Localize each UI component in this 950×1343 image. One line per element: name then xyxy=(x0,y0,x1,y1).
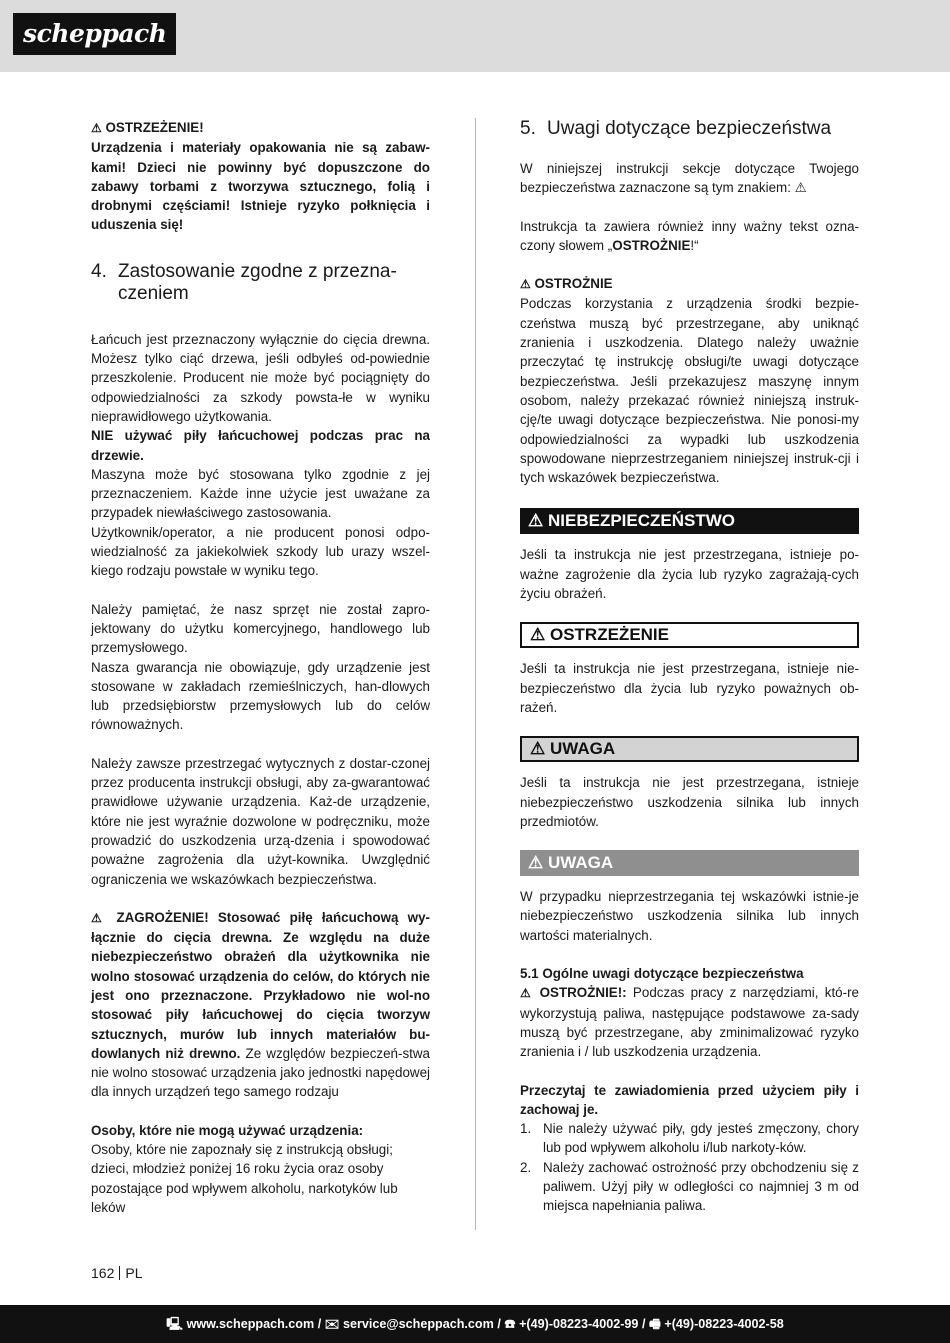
phone-number: +(49)-08223-4002-99 xyxy=(519,1317,639,1331)
page-footer: 🖳 www.scheppach.com / ✉ service@scheppach.com / ☎ +(49)-08223-4002-99 / 🖷 +(49)-08223-4002-58 xyxy=(0,1305,950,1343)
persons-text: Osoby, które nie zapoznały się z instrukcją obsługi; dzieci, młodzież poniżej 16 roku życia oraz osoby pozostające pod wpływem alkoholu, narkotyków lub leków xyxy=(91,1142,398,1215)
intended-use-paragraph-4: Należy pamiętać, że nasz sprzęt nie został zapro-jektowany do użytku komercyjnego, handlowego lub przemysłowego. xyxy=(91,601,430,656)
warning-text: Urządzenia i materiały opakowania nie są zabaw-kami! Dzieci nie powinny być dopuszczone do zabawy torbami z tworzywa sztucznego, folią i drobnymi częściami! Istnieje ryzyko połknięcia i uduszenia się! xyxy=(91,140,430,233)
danger-text: Jeśli ta instrukcja nie jest przestrzegana, istnieje po-ważne zagrożenie dla życia lub ryzyko zagrażają-cych życiu obrażeń. xyxy=(520,547,859,602)
caution-heading: ⚠ OSTROŻNIE xyxy=(520,276,613,292)
danger-label-box: ⚠ NIEBEZPIECZEŃSTWO xyxy=(520,508,859,534)
safety-list xyxy=(520,1119,859,1215)
notice-text: Jeśli ta instrukcja nie jest przestrzegana, istnieje niebezpieczeństwo uszkodzenia silnika lub innych przedmiotów. xyxy=(520,775,859,829)
warning-triangle-icon: ⚠ xyxy=(528,853,544,873)
caution-text: Podczas korzystania z urządzenia środki bezpie-czeństwa muszą być przestrzegane, aby uniknąć zranienia i uszkodzenia. Dlatego należy uważnie przeczytać tę instrukcję obsługi/te uwagi dotyczące bezpieczeństwa. Jeśli przekazujesz maszynę innym osobom, należy przekazać również niniejszą instruk-cję/te uwagi dotyczące bezpieczeństwa. Nie ponosi-my odpowiedzialności za wypadki lub uszkodzenia spowodowane nieprzestrzeganiem niniejszej instruk-cji i tych wskazówek bezpieczeństwa. xyxy=(520,296,859,486)
persons-heading: Osoby, które nie mogą używać urządzenia: xyxy=(91,1122,364,1138)
section-5-heading: 5. Uwagi dotyczące bezpieczeństwa xyxy=(520,118,832,139)
intro-paragraph-1: W niniejszej instrukcji sekcje dotyczące Twojego bezpieczeństwa zaznaczone są tym znakiem: ⚠ xyxy=(520,161,859,196)
intended-use-paragraph-1: Łańcuch jest przeznaczony wyłącznie do cięcia drewna. Możesz tylko ciąć drzewa, jeśli odbyłeś od-powiednie przeszkolenie. Producent nie może być pociągnięty do odpowiedzialności za szkody powsta-łe w wyniku nieprawidłowego użytkowania. xyxy=(91,331,430,424)
page-number: 162 PL xyxy=(91,1265,143,1281)
warning-triangle-icon: ⚠ xyxy=(528,511,544,531)
computer-icon: 🖳 xyxy=(166,1317,184,1331)
section-4-heading: 4. Zastosowanie zgodne z przezna-czeniem xyxy=(91,260,397,304)
notice-grey-label-box: ⚠ UWAGA xyxy=(520,850,859,876)
website-link[interactable]: www.scheppach.com xyxy=(186,1317,315,1331)
email-icon: ✉ xyxy=(324,1317,340,1331)
notice-grey-text: W przypadku nieprzestrzegania tej wskazówki istnie-je niebezpieczeństwo uszkodzenia silnika lub innych wartości materialnych. xyxy=(520,889,859,943)
warning-triangle-icon: ⚠ xyxy=(530,739,546,759)
email-link[interactable]: service@scheppach.com xyxy=(342,1317,494,1331)
warning-triangle-icon: ⚠ xyxy=(530,625,546,645)
warning-triangle-icon: ⚠ xyxy=(91,121,102,135)
intended-use-bold: NIE używać piły łańcuchowej podczas prac na drzewie. xyxy=(91,428,430,463)
section-5-1-text: ⚠ OSTROŻNIE!: Podczas pracy z narzędziami, któ-re wykorzystują paliwa, następujące podstawowe za-sady muszą być przestrzegane, aby zminimalizować ryzyko zranienia i / lub uszkodzenia urządzenia. xyxy=(520,985,859,1060)
phone-icon: ☎ xyxy=(504,1317,516,1331)
list-item: 2. Należy zachować ostrożność przy obchodzeniu się z paliwem. Użyj piły w odległości co najmniej 3 m od miejsca napełniania paliwa. xyxy=(520,1159,859,1214)
notice-label-box: ⚠ UWAGA xyxy=(520,736,859,762)
warning-level-text: Jeśli ta instrukcja nie jest przestrzegana, istnieje nie-bezpieczeństwo dla życia lub ryzyko poważnych ob-rażeń. xyxy=(520,661,859,715)
section-5-1-heading: 5.1 Ogólne uwagi dotyczące bezpieczeństwa xyxy=(520,966,804,982)
warning-triangle-icon: ⚠ xyxy=(91,910,108,925)
intended-use-paragraph-6: Należy zawsze przestrzegać wytycznych z dostar-czonej przez producenta instrukcji obsługi, aby za-gwarantować prawidłowe używanie urządzenia. Każ-de urządzenie, które nie jest wyraźnie dozwolone w podręczniku, może prowadzić do uszkodzenia urzą-dzenia i spowodować poważne zagrożenia dla użyt-kownika. Uwzględnić ograniczenia we wskazówkach bezpieczeństwa. xyxy=(91,755,430,887)
warning-triangle-icon: ⚠ xyxy=(520,986,534,1001)
warning-heading: ⚠ OSTRZEŻENIE! xyxy=(91,120,204,135)
warning-triangle-icon: ⚠ xyxy=(520,277,531,292)
fax-number: +(49)-08223-4002-58 xyxy=(664,1317,784,1331)
column-divider xyxy=(475,118,476,1230)
right-column xyxy=(520,118,859,1216)
left-column xyxy=(91,118,430,1217)
scheppach-logo: scheppach xyxy=(13,13,176,55)
intended-use-paragraph-5: Nasza gwarancja nie obowiązuje, gdy urządzenie jest stosowane w zakładach rzemieślniczych, han-dlowych lub przedsiębiorstw przemysłowych lub do celów równoważnych. xyxy=(91,659,430,733)
fax-icon: 🖷 xyxy=(648,1317,661,1331)
intended-use-paragraph-2: Maszyna może być stosowana tylko zgodnie z jej przeznaczeniem. Każde inne użycie jest uważane za przypadek niewłaściwego zastosowania. xyxy=(91,466,430,521)
list-item: 1. Nie należy używać piły, gdy jesteś zmęczony, chory lub pod wpływem alkoholu i/lub narkoty-ków. xyxy=(520,1121,859,1156)
intro-paragraph-2: Instrukcja ta zawiera również inny ważny tekst ozna-czony słowem „OSTROŻNIE!“ xyxy=(520,218,859,253)
read-instructions-heading: Przeczytaj te zawiadomienia przed użyciem piły i zachowaj je. xyxy=(520,1082,859,1117)
warning-label-box: ⚠ OSTRZEŻENIE xyxy=(520,622,859,648)
page-header xyxy=(0,0,950,72)
hazard-paragraph: ⚠ ZAGROŻENIE! Stosować piłę łańcuchową wy-łącznie do cięcia drewna. Ze względu na duże niebezpieczeństwo obrażeń dla użytkownika nie wolno stosować urządzenia do celów, do których nie jest ono przeznaczone. Przykładowo nie wol-no stosować piły łańcuchowej do cięcia tworzyw sztucznych, murów lub innych materiałów bu-dowlanych niż drewno. Ze względów bezpieczeń-stwa nie wolno stosować urządzenia jako jednostki napędowej dla innych urządzeń tego samego rodzaju xyxy=(91,909,430,1100)
intended-use-paragraph-3: Użytkownik/operator, a nie producent ponosi odpo-wiedzialność za jakiekolwiek szkody lub urazy wszel-kiego rodzaju powstałe w wyniku tego. xyxy=(91,524,430,579)
